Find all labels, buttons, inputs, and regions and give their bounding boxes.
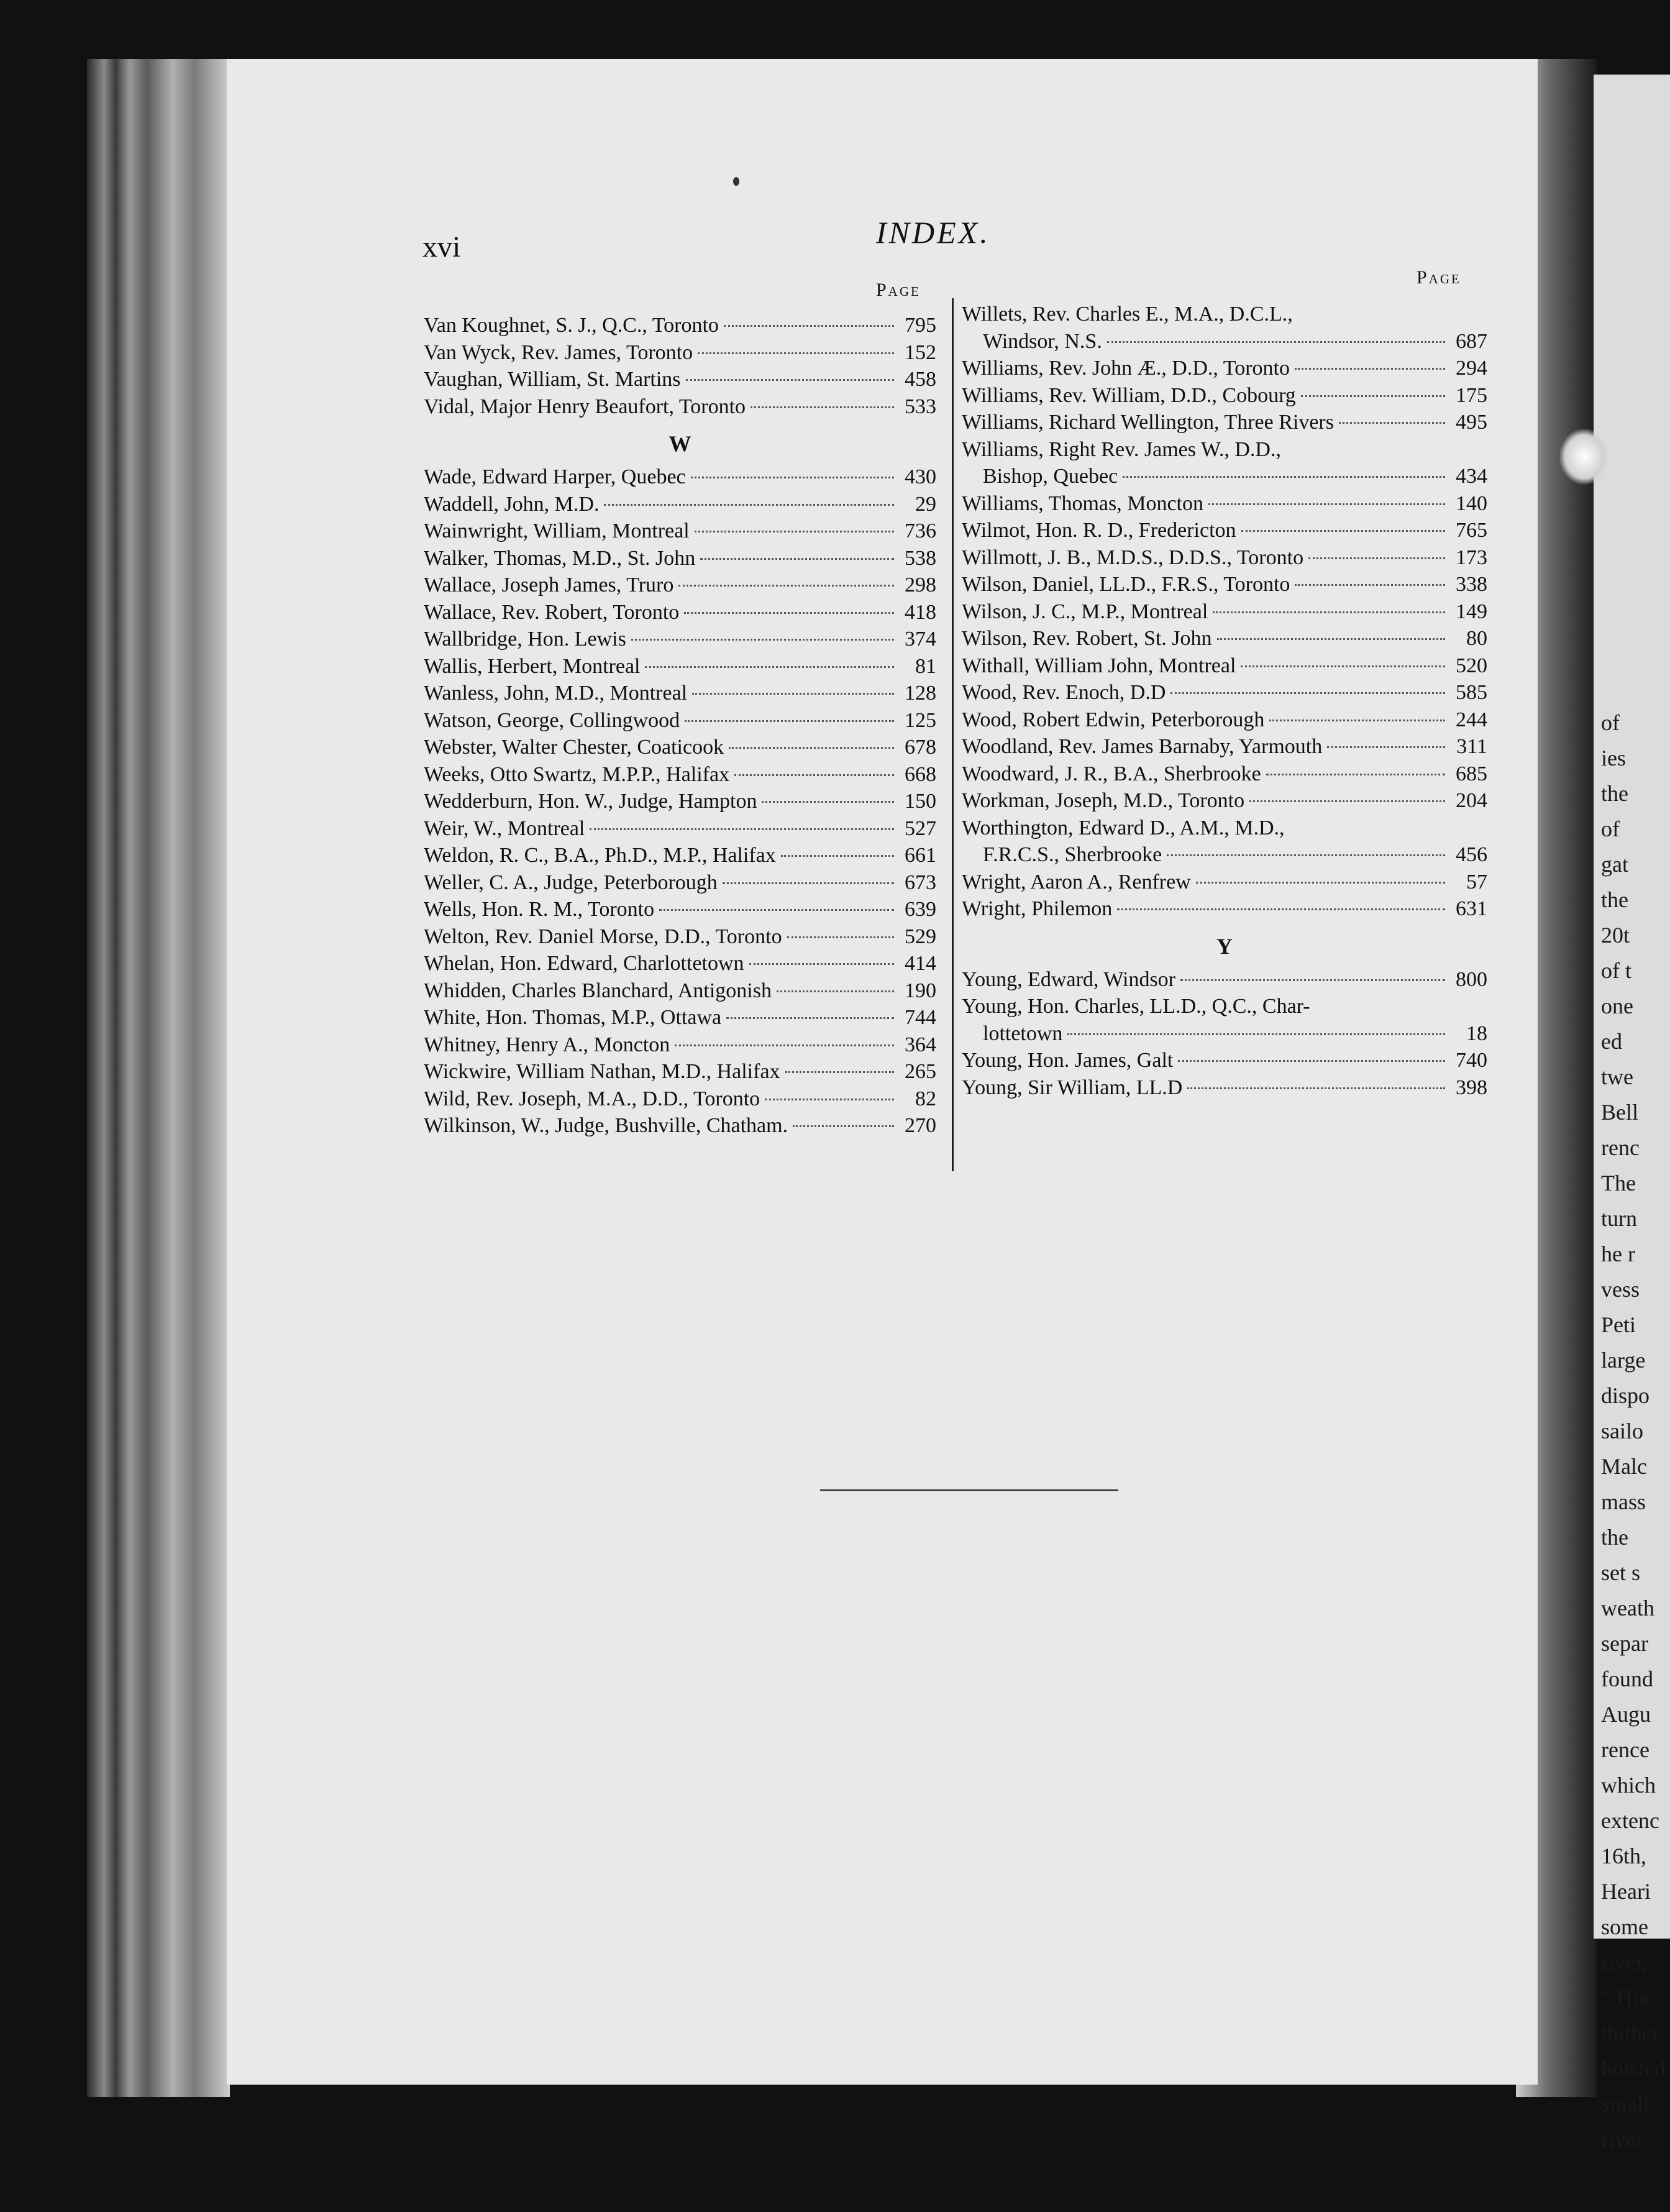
index-entry [424,519,936,547]
index-entry [962,681,1487,708]
entry-page-number: 18 [1466,1021,1487,1045]
entry-page-number: 800 [1456,967,1487,991]
entry-page-number: 82 [915,1087,936,1110]
entry-name: Walker, Thomas, M.D., St. John [424,546,696,570]
index-entry [424,465,936,493]
adjacent-page-line: weath [1601,1596,1654,1620]
index-entry [962,303,1487,330]
dot-leader [692,693,894,695]
index-entry [962,735,1487,762]
dot-leader [1167,854,1445,856]
adjacent-page-line: hoisted [1601,2056,1666,2081]
dot-leader [1117,908,1445,910]
dot-leader [781,855,894,857]
entry-name: Wright, Aaron A., Renfrew [962,870,1191,893]
entry-name: Wade, Edward Harper, Quebec [424,465,686,488]
entry-page-number: 533 [905,395,936,418]
entry-page-number: 736 [905,519,936,542]
entry-name: Van Koughnet, S. J., Q.C., Toronto [424,314,719,337]
adjacent-page-line: set s [1601,1560,1640,1585]
index-entry [962,995,1487,1022]
index-entry [962,1076,1487,1104]
entry-name: Vaughan, William, St. Martins [424,368,681,391]
index-entry [424,790,936,817]
index-entry [424,601,936,628]
index-entry [424,1006,936,1033]
dot-leader [1107,341,1445,343]
entry-name: Woodland, Rev. James Barnaby, Yarmouth [962,735,1323,758]
adjacent-page-line: the [1601,781,1628,806]
dot-leader [684,612,894,614]
entry-name: Williams, Right Rev. James W., D.D., [962,437,1281,461]
adjacent-page-line: thither [1601,2021,1659,2045]
dot-leader [1170,692,1445,694]
adjacent-page-line: large [1601,1348,1646,1373]
entry-name: Wallace, Joseph James, Truro [424,574,674,596]
dot-leader [1269,720,1445,721]
index-entry [962,411,1487,438]
entry-page-number: 678 [905,736,936,759]
entry-name: Williams, Thomas, Moncton [962,491,1203,515]
adjacent-page-text [1594,705,1666,2157]
index-entry [962,897,1487,925]
entry-name: Young, Sir William, LL.D [962,1076,1183,1099]
adjacent-page-line: Heari [1601,1879,1651,1904]
dot-leader [1180,979,1445,981]
index-entry [962,627,1487,654]
entry-page-number: 204 [1456,789,1487,812]
index-entry [424,709,936,736]
entry-page-number: 529 [905,925,936,948]
entry-page-number: 687 [1456,329,1487,353]
adjacent-page-line: extenc [1601,1808,1659,1833]
entry-name: White, Hon. Thomas, M.P., Ottawa [424,1006,722,1029]
end-rule [820,1489,1118,1491]
adjacent-page-line: ed [1601,1029,1622,1054]
dot-leader [1187,1087,1445,1089]
entry-name: Williams, Rev. John Æ., D.D., Toronto [962,357,1290,380]
entry-name: Workman, Joseph, M.D., Toronto [962,789,1245,812]
column-divider [952,298,954,1171]
entry-name: Weir, W., Montreal [424,816,585,840]
entry-page-number: 418 [905,600,936,624]
entry-page-number: 631 [1456,897,1487,920]
entry-name: Weller, C. A., Judge, Peterborough [424,871,718,894]
section-heading-y: Y [1216,933,1233,959]
entry-name: Weldon, R. C., B.A., Ph.D., M.P., Halifax [424,844,776,867]
dot-leader [1241,530,1445,532]
dot-leader [724,325,894,327]
entry-page-number: 740 [1456,1049,1487,1072]
entry-page-number: 244 [1456,708,1487,731]
entry-name: Whelan, Hon. Edward, Charlottetown [424,952,744,975]
index-entry [424,574,936,601]
index-entry [962,789,1487,816]
index-entry [962,438,1487,465]
index-entry [424,547,936,574]
dot-leader [734,774,894,776]
entry-name: Watson, George, Collingwood [424,708,680,732]
index-entry [962,465,1487,492]
entry-name: Willmott, J. B., M.D.S., D.D.S., Toronto [962,546,1304,569]
adjacent-page-line: 16th, [1601,1844,1647,1868]
adjacent-page-line: he r [1601,1241,1635,1266]
index-entry [424,1114,936,1141]
adjacent-page-line: small [1601,2091,1649,2116]
adjacent-page-line: turn [1601,1206,1637,1231]
entry-name: Wilson, J. C., M.P., Montreal [962,600,1208,623]
index-entry [424,1060,936,1087]
v-entries-list [424,314,936,422]
entry-name: Wickwire, William Nathan, M.D., Halifax [424,1060,780,1083]
index-entry [424,395,936,423]
entry-page-number: 175 [1456,383,1487,407]
dot-leader [631,639,894,641]
dot-leader [787,936,894,938]
entry-page-number: 765 [1456,519,1487,542]
entry-page-number: 80 [1466,627,1487,650]
entry-name: Wainwright, William, Montreal [424,519,690,542]
entry-name: lottetown [983,1021,1063,1045]
entry-page-number: 150 [905,790,936,813]
adjacent-page-line: The [1601,1171,1636,1195]
index-entry [962,843,1487,871]
index-entry [962,968,1487,995]
index-entry [424,368,936,395]
entry-page-number: 795 [905,314,936,337]
entry-name: Van Wyck, Rev. James, Toronto [424,340,693,364]
adjacent-page-line: found [1601,1666,1653,1691]
entry-page-number: 414 [905,952,936,975]
entry-name: Wedderburn, Hon. W., Judge, Hampton [424,790,757,813]
ink-speck [733,177,739,186]
entry-page-number: 527 [905,816,936,840]
entry-page-number: 128 [905,682,936,705]
entry-page-number: 374 [905,628,936,651]
entry-page-number: 364 [905,1033,936,1056]
index-entry [424,952,936,979]
dot-leader [777,990,894,992]
dot-leader [645,666,894,668]
entry-page-number: 81 [915,654,936,678]
entry-name: Worthington, Edward D., A.M., M.D., [962,816,1285,839]
index-entry [962,492,1487,519]
entry-page-number: 311 [1456,735,1487,758]
adjacent-page-line: one [1601,994,1633,1018]
index-entry [424,493,936,520]
entry-page-number: 173 [1456,546,1487,569]
entry-name: Wood, Robert Edwin, Peterborough [962,708,1265,731]
adjacent-page-strip [1594,75,1670,2152]
entry-page-number: 538 [905,546,936,570]
index-entry [962,708,1487,736]
dot-leader [700,558,894,560]
adjacent-page-line: river, [1601,1950,1648,1975]
entry-name: Young, Hon. Charles, LL.D., Q.C., Char- [962,995,1310,1018]
dot-leader [1249,800,1445,802]
y-entries-list [962,968,1487,1104]
index-entry [424,1033,936,1061]
entry-name: Woodward, J. R., B.A., Sherbrooke [962,762,1261,785]
index-entry [962,546,1487,574]
w-entries-list-continued [962,303,1487,925]
dot-leader [1208,503,1445,505]
dot-leader [604,504,894,506]
entry-page-number: 434 [1456,465,1487,488]
index-entry [424,979,936,1007]
index-entry [962,519,1487,546]
dot-leader [686,379,894,381]
index-entry [424,341,936,368]
entry-page-number: 673 [905,871,936,894]
adjacent-page-line: Bell [1601,1100,1638,1125]
entry-page-number: 140 [1456,491,1487,515]
entry-name: Willets, Rev. Charles E., M.A., D.C.L., [962,303,1293,326]
adjacent-page-line: of t [1601,958,1631,983]
index-entry [962,1022,1487,1049]
index-entry [962,762,1487,790]
right-column-page-heading: Page [1417,267,1461,288]
dot-leader [1339,422,1445,424]
entry-page-number: 456 [1456,843,1487,866]
entry-name: Wallbridge, Hon. Lewis [424,628,626,651]
entry-name: Wright, Philemon [962,897,1113,920]
index-entry [424,898,936,925]
dot-leader [1196,882,1445,884]
entry-name: Weeks, Otto Swartz, M.P.P., Halifax [424,762,730,786]
dot-leader [1123,476,1445,478]
entry-name: Wood, Rev. Enoch, D.D [962,681,1166,704]
entry-page-number: 338 [1456,573,1487,596]
index-entry [424,871,936,898]
adjacent-page-line: dispo [1601,1383,1650,1408]
adjacent-page-line: rence [1601,1737,1649,1762]
entry-page-number: 430 [905,465,936,488]
entry-page-number: 294 [1456,357,1487,380]
dot-leader [590,828,894,830]
entry-page-number: 149 [1456,600,1487,623]
entry-page-number: 125 [905,708,936,732]
dot-leader [1295,584,1445,586]
index-entry [424,925,936,953]
dot-leader [1308,557,1445,559]
adjacent-page-line: some [1601,1914,1648,1939]
index-entry [424,844,936,871]
entry-page-number: 29 [915,492,936,516]
adjacent-page-line: separ [1601,1631,1648,1656]
dot-leader [695,531,894,532]
dot-leader [1213,611,1445,613]
index-entry [962,654,1487,682]
adjacent-page-line: the [1601,887,1628,912]
adjacent-page-line: vess [1601,1277,1640,1302]
entry-page-number: 57 [1466,870,1487,893]
entry-page-number: 685 [1456,762,1487,785]
book-left-page-edge [87,59,230,2097]
left-column-page-heading: Page [876,280,921,300]
index-entry [962,816,1487,844]
index-entry [962,384,1487,411]
index-entry [424,628,936,655]
adjacent-page-line: of [1601,710,1620,735]
entry-name: Windsor, N.S. [983,329,1102,353]
dot-leader [691,477,894,478]
entry-page-number: 668 [905,762,936,786]
dot-leader [1178,1060,1445,1062]
entry-page-number: 152 [905,340,936,364]
dot-leader [1241,665,1445,667]
dot-leader [765,1099,894,1100]
entry-name: Williams, Rev. William, D.D., Cobourg [962,383,1296,407]
adjacent-page-line: sailo [1601,1419,1643,1443]
index-entry [962,573,1487,600]
adjacent-page-line: river. [1601,2127,1648,2152]
entry-name: Wallace, Rev. Robert, Toronto [424,600,680,624]
adjacent-page-line: “ Hoc [1601,1985,1654,2010]
dot-leader [749,963,894,965]
entry-name: Wallis, Herbert, Montreal [424,654,641,678]
entry-name: Young, Hon. James, Galt [962,1049,1174,1072]
dot-leader [723,882,894,884]
entry-name: F.R.C.S., Sherbrooke [983,843,1162,866]
index-entry [424,763,936,790]
left-index-column [424,314,936,1141]
entry-page-number: 495 [1456,411,1487,434]
entry-name: Young, Edward, Windsor [962,967,1176,991]
entry-name: Waddell, John, M.D. [424,492,600,516]
index-entry [424,1087,936,1115]
entry-name: Withall, William John, Montreal [962,654,1236,677]
entry-name: Wild, Rev. Joseph, M.A., D.D., Toronto [424,1087,760,1110]
entry-name: Wanless, John, M.D., Montreal [424,682,688,705]
dot-leader [726,1017,894,1019]
section-heading-w: W [668,431,691,456]
dot-leader [762,801,894,803]
dot-leader [1067,1033,1445,1035]
index-entry [962,357,1487,384]
adjacent-page-line: Malc [1601,1454,1647,1479]
dot-leader [785,1071,894,1073]
page-title: INDEX. [876,215,990,250]
entry-page-number: 585 [1456,681,1487,704]
entry-page-number: 190 [905,979,936,1002]
entry-name: Welton, Rev. Daniel Morse, D.D., Toronto [424,925,782,948]
entry-name: Wilkinson, W., Judge, Bushville, Chatham. [424,1114,788,1137]
dot-leader [678,585,894,587]
dot-leader [729,747,894,749]
dot-leader [1217,638,1445,640]
adjacent-page-line: twe [1601,1064,1633,1089]
adjacent-page-line: Peti [1601,1312,1636,1337]
adjacent-page-line: Augu [1601,1702,1651,1727]
dot-leader [1266,774,1445,775]
adjacent-page-line: renc [1601,1135,1640,1160]
entry-page-number: 265 [905,1060,936,1083]
dot-leader [793,1125,894,1127]
entry-page-number: 298 [905,574,936,596]
dot-leader [685,720,894,722]
dot-leader [1327,746,1445,748]
adjacent-page-line: mass [1601,1489,1646,1514]
entry-name: Wilmot, Hon. R. D., Fredericton [962,519,1236,542]
index-entry [962,330,1487,357]
index-entry [424,817,936,844]
entry-name: Whitney, Henry A., Moncton [424,1033,670,1056]
index-entry [962,600,1487,628]
right-index-column [962,303,1487,1103]
index-entry [424,682,936,709]
entry-name: Vidal, Major Henry Beaufort, Toronto [424,395,746,418]
entry-page-number: 270 [905,1114,936,1137]
entry-name: Williams, Richard Wellington, Three Rivers [962,411,1334,434]
entry-page-number: 639 [905,898,936,921]
index-entry [424,736,936,763]
adjacent-page-line: which [1601,1773,1656,1798]
entry-page-number: 520 [1456,654,1487,677]
dot-leader [675,1044,894,1046]
entry-page-number: 398 [1456,1076,1487,1099]
entry-page-number: 744 [905,1006,936,1029]
dot-leader [1295,368,1445,370]
dot-leader [1301,395,1445,397]
index-entry [962,871,1487,898]
adjacent-page-line: 20t [1601,923,1630,948]
dot-leader [659,909,894,911]
entry-name: Wilson, Daniel, LL.D., F.R.S., Toronto [962,573,1290,596]
entry-name: Whidden, Charles Blanchard, Antigonish [424,979,772,1002]
index-entry [424,655,936,682]
entry-page-number: 661 [905,844,936,867]
entry-name: Wells, Hon. R. M., Toronto [424,898,655,921]
entry-name: Bishop, Quebec [983,465,1118,488]
entry-name: Webster, Walter Chester, Coaticook [424,736,724,759]
adjacent-page-line: ies [1601,746,1626,770]
index-entry [962,1049,1487,1076]
entry-page-number: 458 [905,368,936,391]
index-entry [424,314,936,341]
adjacent-page-line: the [1601,1525,1628,1550]
dot-leader [751,406,894,408]
paper-blemish [1559,429,1609,485]
adjacent-page-line: gat [1601,852,1628,877]
adjacent-page-line: of [1601,816,1620,841]
w-entries-list [424,465,936,1141]
entry-name: Wilson, Rev. Robert, St. John [962,627,1212,650]
page-number: xvi [422,231,461,263]
dot-leader [698,352,894,354]
